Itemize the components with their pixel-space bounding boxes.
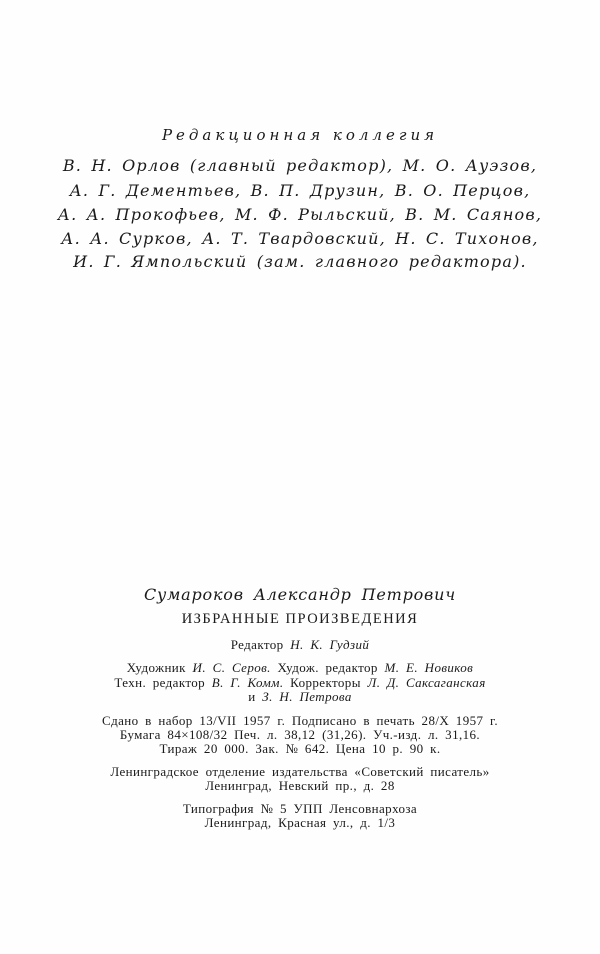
- author-name: Сумароков Александр Петрович: [143, 585, 457, 604]
- board-line: И. Г. Ямпольский (зам. главного редактора).: [73, 252, 527, 271]
- editor-name: Н. К. Гудзий: [290, 637, 370, 652]
- artist-label: Художник: [126, 660, 186, 675]
- board-heading: Редакционная коллегия: [161, 126, 439, 144]
- publisher-line: Ленинград, Невский пр., д. 28: [205, 778, 395, 793]
- and-text: и: [248, 689, 256, 704]
- production-line: Бумага 84×108/32 Печ. л. 38,12 (31,26). Уч.-изд. л. 31,16.: [119, 727, 481, 742]
- production-line: Тираж 20 000. Зак. № 642. Цена 10 р. 90 к.: [159, 741, 441, 756]
- proofreader-line-2: [0, 689, 600, 705]
- artist-line: [0, 660, 600, 676]
- tech-editor-label: Техн. редактор: [114, 675, 206, 690]
- art-editor-label: Худож. редактор: [277, 660, 378, 675]
- printer-line: Ленинград, Красная ул., д. 1/3: [204, 815, 396, 830]
- printer-line: Типография № 5 УПП Ленсовнархоза: [182, 801, 418, 816]
- artist-name: И. С. Серов.: [192, 660, 271, 675]
- editor-line: [0, 637, 600, 653]
- book-title: ИЗБРАННЫЕ ПРОИЗВЕДЕНИЯ: [181, 611, 419, 627]
- proofreaders-label: Корректоры: [290, 675, 361, 690]
- tech-editor-name: В. Г. Комм.: [211, 675, 284, 690]
- proofreader-1: Л. Д. Саксаганская: [367, 675, 486, 690]
- publisher-line: Ленинградское отделение издательства «Советский писатель»: [110, 764, 490, 779]
- board-line: А. Г. Дементьев, В. П. Друзин, В. О. Перцов,: [69, 181, 531, 200]
- art-editor-name: М. Е. Новиков: [384, 660, 474, 675]
- editor-label: Редактор: [230, 637, 284, 652]
- board-line: В. Н. Орлов (главный редактор), М. О. Ауэзов,: [62, 156, 538, 175]
- board-line: А. А. Прокофьев, М. Ф. Рыльский, В. М. Саянов,: [57, 205, 543, 224]
- production-line: Сдано в набор 13/VII 1957 г. Подписано в печать 28/X 1957 г.: [102, 713, 498, 728]
- proofreader-2: З. Н. Петрова: [262, 689, 352, 704]
- board-line: А. А. Сурков, А. Т. Твардовский, Н. С. Тихонов,: [61, 229, 539, 248]
